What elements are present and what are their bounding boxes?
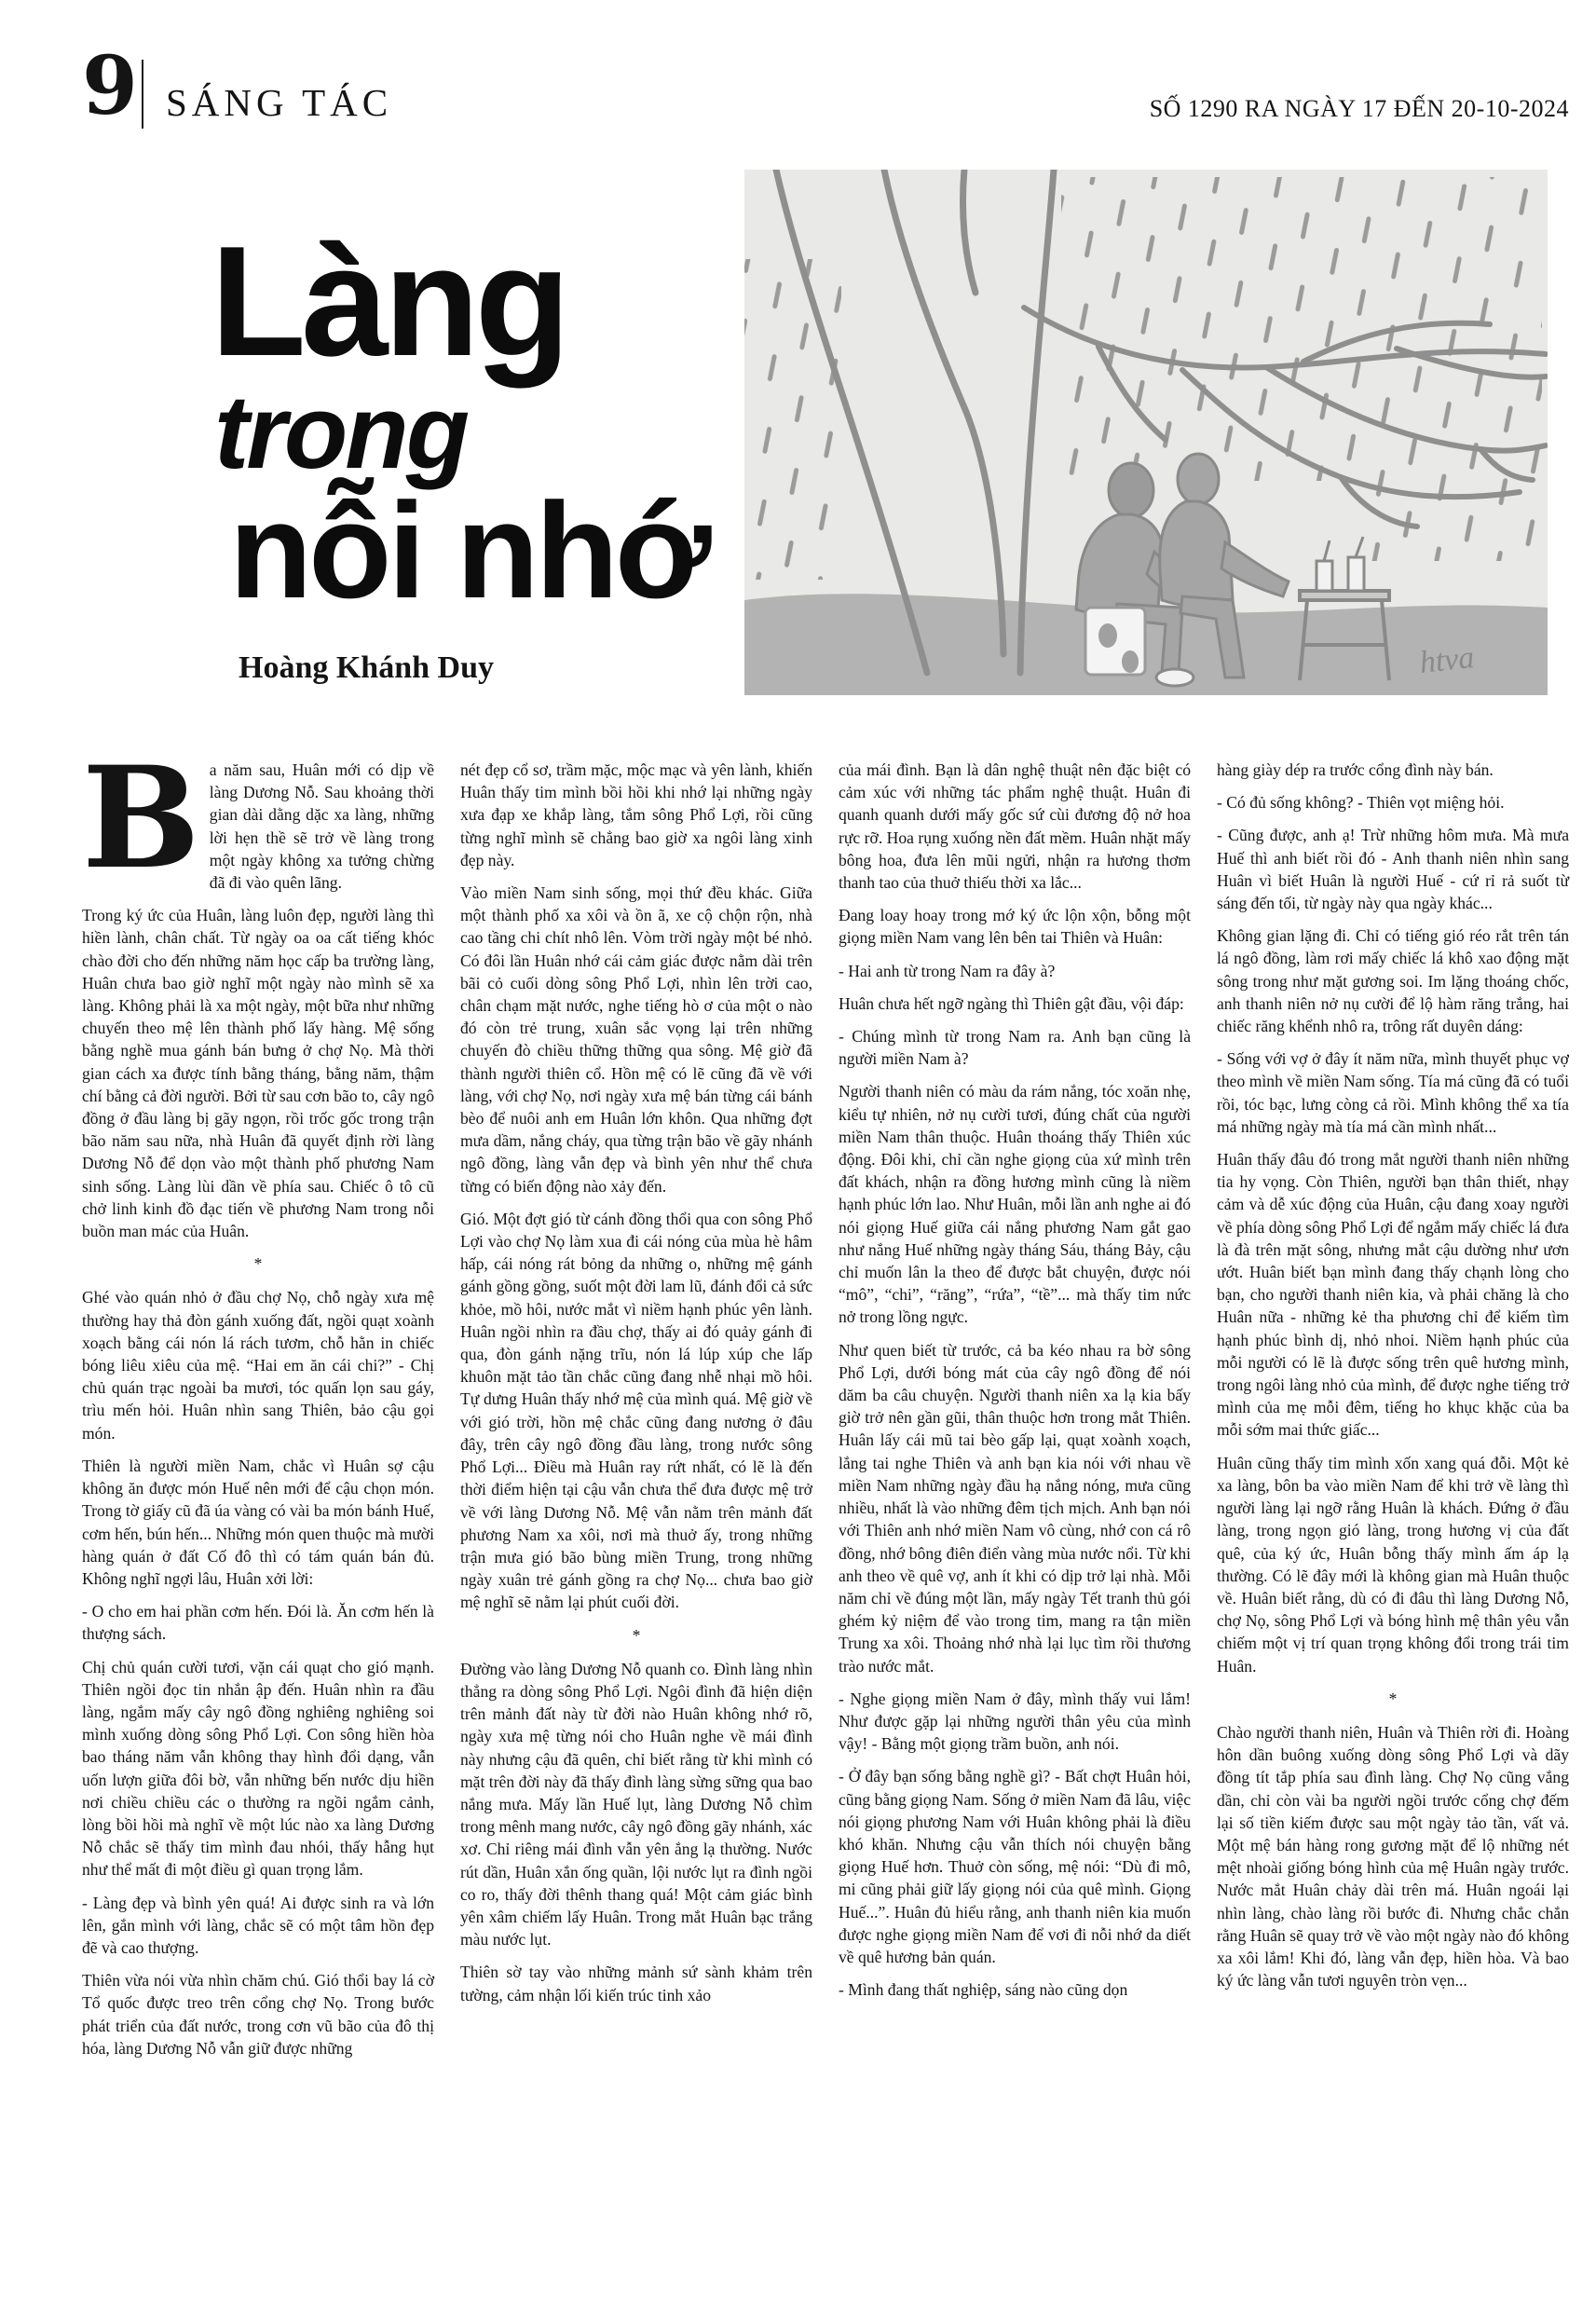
body-paragraph: - Hai anh từ trong Nam ra đây à? (839, 961, 1056, 980)
article-body (82, 736, 1569, 2296)
body-paragraph: Chị chủ quán cười tươi, vặn cái quạt cho gió mạnh. Thiên ngồi đọc tin nhắn ập đến. Huân nhìn ra đầu làng, ngắm mấy cây ngô đồng nghiêng nghiêng soi mình xuống dòng sông Phổ Lợi. Con sông hiền hòa bao tháng năm vẫn không thay hình đổi dạng, vẫn uốn lượn giữa đôi bờ, vẫn những bến nước dịu hiền nơi chiều chiều các o thường ra ngồi ngắm cảnh, lòng bồi hồi mà nghĩ về một lúc nào xa làng Dương Nỗ chắc sẽ thấy tim mình đau nhói, thấy hẫng hụt như thể mất đi một điều gì quan trọng lắm. (82, 1657, 434, 1880)
body-paragraph: Ba năm sau, Huân mới có dịp về làng Dương Nỗ. Sau khoảng thời gian dài dằng dặc xa làng, những lời hẹn thề sẽ trở về làng trong một ngày không xa tưởng chừng đã đi vào quên lãng. (82, 736, 434, 900)
body-paragraph: - O cho em hai phần cơm hến. Đói là. Ăn cơm hến là thượng sách. (82, 1602, 434, 1644)
body-paragraph: - Cũng được, anh ạ! Trừ những hôm mưa. Mà mưa Huế thì anh biết rồi đó - Anh thanh niên nhìn sang Huân vì biết Huân là người Huế - cứ rỉ rả suốt từ sáng đến tối, từ ngày này qua ngày khác... (1217, 826, 1569, 913)
body-paragraph: - Chúng mình từ trong Nam ra. Anh bạn cũng là người miền Nam à? (839, 1027, 1191, 1069)
stool (1085, 608, 1145, 675)
section-separator: * (253, 1254, 263, 1274)
title-line-3: nỗi nhớ (229, 473, 708, 626)
body-paragraph: - Có đủ sống không? - Thiên vọt miệng hỏi. (1217, 793, 1505, 813)
body-paragraph: Huân thấy đâu đó trong mắt người thanh niên những tia hy vọng. Còn Thiên, người bạn thân thiết, nhạy cảm và dễ xúc động của Huân, cậu đang xoay người về phía dòng sông Phổ Lợi để ngắm mấy chiếc lá đưa là đà trên mặt sông, nhưng mắt cậu dường như ươn ướt. Huân biết bạn mình đang thấy chạnh lòng cho bạn, cho người thanh niên kia, và phải chăng là cho Huân nữa - những kẻ tha phương chỉ để kiếm tìm hạnh phúc bình dị, nhỏ nhoi. Niềm hạnh phúc của mỗi người có lẽ là được sống trên quê hương mình, trong ngôi làng nhỏ của mình, để được nghe tiếng trở mình của mẹ mỗi đêm, tiếng ho khục khặc của ba mỗi sớm mai thức giấc... (1217, 1150, 1569, 1440)
body-paragraph: Người thanh niên có màu da rám nắng, tóc xoăn nhẹ, kiểu tự nhiên, nở nụ cười tươi, đúng chất của người miền Nam thân thuộc. Huân thoáng thấy Thiên xúc động. Đôi khi, chỉ cần nghe giọng của xứ mình trên đất khách, nhận ra đồng hương mình cũng là niềm hạnh phúc lớn lao. Như Huân, mỗi lần anh nghe ai đó nói giọng Huế giữa cái nắng phương Nam gắt gao như nắng Huế những ngày tháng Sáu, tháng Bảy, cậu chỉ muốn lân la theo để được bắt chuyện, được nói “mô”, “chi”, “răng”, “rứa”, “tề”... mà thấy tim nức nở trong lồng ngực. (839, 1082, 1191, 1327)
text-column (839, 759, 1191, 2296)
body-paragraph: Thiên sờ tay vào những mảnh sứ sành khảm trên tường, cảm nhận lối kiến trúc tinh xảo (460, 1963, 812, 2004)
page-header (82, 39, 1569, 138)
author-byline: Hoàng Khánh Duy (239, 650, 494, 686)
body-paragraph: Vào miền Nam sinh sống, mọi thứ đều khác. Giữa một thành phố xa xôi và ồn ã, xe cộ chộn rộn, nhà cao tầng chi chít nhô lên. Vòm trời ngày một bé nhỏ. Có đôi lần Huân nhớ cái cảm giác được nằm dài trên bãi cỏ cuối dòng sông Phổ Lợi, nhìn lên trời cao, chân chạm mặt nước, nghe tiếng hò ơ của một o nào đó còn trẻ trung, xuân sắc vọng lại trên những chuyến đò chiều thững thững qua sông. Mệ giờ đã thành người thiên cổ. Hồn mệ có lẽ cũng đã về với làng, với chợ Nọ, nơi ngày xưa mệ bán từng cái bánh bèo để nuôi anh em Huân lớn khôn. Qua những đợt mưa dầm, nắng cháy, qua từng trận bão về gãy nhánh ngô đồng, làng vẫn đẹp và bình yên như thể chưa từng có biến động nào xảy đến. (460, 883, 812, 1196)
title-line-2: trong (214, 373, 468, 490)
body-paragraph: Đang loay hoay trong mớ ký ức lộn xộn, bỗng một giọng miền Nam vang lên bên tai Thiên và Huân: (839, 906, 1191, 948)
text-column (82, 736, 434, 2296)
illustration (744, 170, 1548, 695)
article-title (211, 213, 779, 686)
body-paragraph: - Làng đẹp và bình yên quá! Ai được sinh ra và lớn lên, gắn mình với làng, chắc sẽ có một tâm hồn đẹp đẽ và cao thượng. (82, 1893, 434, 1957)
drink-cup (1348, 557, 1364, 591)
page-number: 9 (82, 39, 134, 133)
drop-cap: B (82, 736, 200, 900)
body-paragraph: - Sống với vợ ở đây ít năm nữa, mình thuyết phục vợ theo mình về miền Nam sống. Tía má cũng đã có tuổi rồi, tóc bạc, lưng còng cả rồi. Mình không thể xa tía má những ngày mà tía má cần mình nhất... (1217, 1049, 1569, 1136)
body-paragraph: của mái đình. Bạn là dân nghệ thuật nên đặc biệt có cảm xúc với những tác phẩm nghệ thuật. Huân đi quanh quanh dưới mấy gốc sứ cùi đương độ nở hoa rực rỡ. Hoa rụng xuống nền đất mềm. Huân nhặt mấy bông hoa, đưa lên mũi ngửi, nhận ra hương thơm thanh tao của thuở thiếu thời xa lắc... (839, 760, 1191, 893)
body-paragraph: Huân cũng thấy tim mình xốn xang quá đỗi. Một kẻ xa làng, bôn ba vào miền Nam để khi trở về làng thì người làng lại ngỡ rằng Huân là khách. Đứng ở đầu làng, trong ngọn gió làng, trong hương vị của đất quê, của ký ức, Huân bỗng thấy mình ấm áp lạ thường. Có lẽ đây mới là không gian mà Huân thuộc về. Huân biết rằng, dù có đi đâu thì làng Dương Nỗ, chợ Nọ, sông Phổ Lợi và bóng hình mệ thân yêu vẫn chiếm một vị trí quan trọng không đổi trong trái tim Huân. (1217, 1453, 1569, 1676)
body-paragraph: Huân chưa hết ngỡ ngàng thì Thiên gật đầu, vội đáp: (839, 993, 1184, 1013)
body-paragraph: Chào người thanh niên, Huân và Thiên rời đi. Hoàng hôn dần buông xuống dòng sông Phổ Lợi và dãy đồng tít tắp phía sau đình làng. Chợ Nọ cũng vắng dần, chỉ còn vài ba người ngồi trước cổng chợ đếm lại số tiền kiếm được sau một ngày tảo tần, vất vả. Một mệ bán hàng rong gương mặt để lộ những nét mệt nhoài giống bóng hình của mệ Huân ngày trước. Nước mắt Huân chảy dài trên má. Huân ngoái lại nhìn làng, chào làng rồi bước đi. Nhưng chắc chắn rằng Huân sẽ quay trở về vào một ngày nào đó không xa xôi lắm! Khi đó, làng vẫn đẹp, hiền hòa. Và bao ký ức làng vẫn tươi nguyên tròn vẹn... (1217, 1722, 1569, 1991)
text-column (460, 759, 812, 2296)
drink-cup (1316, 561, 1332, 591)
body-paragraph: Thiên là người miền Nam, chắc vì Huân sợ cậu không ăn được món Huế nên mới để cậu chọn món. Trong tờ giấy cũ đã úa vàng có vài ba món bánh Huế, cơm hến, bún hến... Những món quen thuộc mà mười hàng quán ở đất Cố đô thì có tám quán bán đủ. Không nghĩ ngợi lâu, Huân xởi lời: (82, 1456, 434, 1588)
body-paragraph: - Nghe giọng miền Nam ở đây, mình thấy vui lắm! Như được gặp lại những người thân yêu của mình vậy! - Bằng một giọng trầm buồn, anh nói. (839, 1689, 1191, 1754)
body-paragraph: Như quen biết từ trước, cả ba kéo nhau ra bờ sông Phổ Lợi, dưới bóng mát của cây ngô đồng để nói dăm ba câu chuyện. Người thanh niên xa lạ kia bấy giờ trở nên gần gũi, thân thuộc hơn trong mắt Thiên. Huân lấy cái mũ tai bèo gấp lại, quạt xoành xoạch, lắng tai nghe Thiên và anh bạn kia nói với nhau về miền Nam những ngày đầu hạ nắng nóng, mưa cũng nhiều, nhất là vào những đêm tịch mịch. Anh bạn nói với Thiên anh nhớ miền Nam vô cùng, nhớ con cá rô đồng, nhớ bông điên điển vàng mùa nước nổi. Từ khi anh theo về quê vợ, anh ít khi có dịp trở lại nhà. Mỗi năm chỉ về đúng một lần, mấy ngày Tết tranh thủ gói ghém kỷ niệm để vào trong tim, mang ra tận miền Trung xa xôi. Thoảng nhớ nhà lại lục tìm rồi thương trào nước mắt. (839, 1340, 1191, 1676)
body-paragraph: - Mình đang thất nghiệp, sáng nào cũng dọn (839, 1980, 1128, 2000)
header-divider (142, 60, 143, 129)
body-paragraph: Không gian lặng đi. Chỉ có tiếng gió réo rắt trên tán lá ngô đồng, làm rơi mấy chiếc lá khô xao động mặt sông trong như mặt gương soi. Im lặng thoáng chốc, anh thanh niên nở nụ cười để lộ hàm răng trắng, hai chiếc răng khểnh nhô ra, trông rất duyên dáng: (1217, 926, 1569, 1036)
body-paragraph: nét đẹp cổ sơ, trầm mặc, mộc mạc và yên lành, khiến Huân thấy tim mình bồi hồi khi nhớ lại những ngày xưa đạp xe khắp làng, tắm sông Phổ Lợi, rồi cũng từng nghĩ mình sẽ chẳng bao giờ xa ngôi làng xinh đẹp này. (460, 760, 812, 869)
issue-info: SỐ 1290 RA NGÀY 17 ĐẾN 20-10-2024 (1149, 95, 1569, 122)
body-paragraph: - Ở đây bạn sống bằng nghề gì? - Bất chợt Huân hỏi, cũng bằng giọng Nam. Sống ở miền Nam đã lâu, việc nói giọng phương Nam với Huân không phải là điều khó khăn. Nhưng cậu vẫn thích nói chuyện bằng giọng Huế hơn. Thuở còn sống, mệ nói: “Dù đi mô, mi cũng phải giữ lấy giọng nói của quê mình. Giọng Huế...”. Huân đủ hiểu rằng, anh thanh niên kia muốn được nghe giọng miền Nam để vơi đi nỗi nhớ da diết về quê hương bản quán. (839, 1767, 1191, 1966)
body-paragraph: Gió. Một đợt gió từ cánh đồng thổi qua con sông Phổ Lợi vào chợ Nọ làm xua đi cái nóng của mùa hè hâm hấp, cái nóng rát bỏng da những o, những mệ gánh gánh gồng gồng, suốt một đời lam lũ, đánh đổi cả sức khỏe, mồ hôi, nước mắt vì niềm hạnh phúc yên lành. Huân ngồi nhìn ra đầu chợ, thấy ai đó quảy gánh đi qua, đòn gánh nặng trĩu, nón lá lúp xúp che lấp khuôn mặt tảo tần chắc cũng đang nhễ nhại mồ hôi. Tự dưng Huân thấy nhớ mệ của mình quá. Mệ giờ về với gió trời, hồn mệ chắc cũng đang nương ở đâu đây, trên cây ngô đồng đầu làng, trong nước sông Phổ Lợi... Điều mà Huân ray rứt nhất, có lẽ là đến thời điểm hiện tại cậu vẫn chưa thể đưa được mệ trở về với làng Dương Nỗ. Mệ vẫn nằm trên mảnh đất phương Nam xa xôi, nơi mà thuở ấy, trong những trận mưa gió bão bùng miền Trung, trong những ngày xuân trẻ gánh gồng ra chợ Nọ... chưa bao giờ mệ nghĩ sẽ nằm lại phút cuối đời. (460, 1209, 812, 1612)
section-separator: * (632, 1625, 641, 1645)
section-separator: * (1388, 1689, 1398, 1708)
body-paragraph: hàng giày dép ra trước cổng đình này bán. (1217, 760, 1494, 779)
body-paragraph: Thiên vừa nói vừa nhìn chăm chú. Gió thổi bay lá cờ Tổ quốc được treo trên cổng chợ Nọ. Trong bước phát triển của đất nước, trong cơn vũ bão của đô thị hóa, làng Dương Nỗ vẫn giữ được những (82, 1971, 434, 2058)
body-paragraph: Ghé vào quán nhỏ ở đầu chợ Nọ, chỗ ngày xưa mệ thường hay thả đòn gánh xuống đất, ngồi quạt xoành xoạch bằng cái nón lá rách tươm, chỗ hằn in chiếc bóng liêu xiêu của mệ. “Hai em ăn cái chi?” - Chị chủ quán trạc ngoài ba mươi, tóc quấn lọn sau gáy, trìu mến hỏi. Huân nhìn sang Thiên, bảo cậu gọi món. (82, 1288, 434, 1443)
text-column (1217, 759, 1569, 2296)
body-paragraph: Đường vào làng Dương Nỗ quanh co. Đình làng nhìn thẳng ra dòng sông Phổ Lợi. Ngôi đình đã hiện diện trên mảnh đất này từ đời nào Huân không nhớ rõ, ngày xưa mệ từng nói cho Huân nghe về mái đình này nhưng cậu đã quên, chỉ biết rằng từ khi mình có mặt trên đời này đã thấy đình làng sừng sững qua bao nắng mưa. Mấy lần Huế lụt, làng Dương Nỗ chìm trong mênh mang nước, cây ngô đồng gãy nhánh, xác xơ. Chỉ riêng mái đình vẫn yên ắng lạ thường. Nước rút dần, Huân xắn ống quần, lội nước lụt ra đình ngồi co ro, thấy đời thênh thang quá! Một cảm giác bình yên xâm chiếm lấy Huân. Trong mắt Huân bạc trắng màu nước lụt. (460, 1659, 812, 1949)
title-line-1: Làng (211, 213, 566, 389)
body-paragraph: Trong ký ức của Huân, làng luôn đẹp, người làng thì hiền lành, chân chất. Từ ngày oa oa cất tiếng khóc chào đời cho đến những năm học cấp ba trường làng, Huân chưa bao giờ nghĩ một ngày nào mình sẽ xa làng. Không phải là xa một ngày, một bữa như những chuyến theo mệ lên thành phố lấy hàng. Mệ sống bằng nghề mua gánh bán bưng ở chợ Nọ. Mà thời gian cách xa được tính bằng tháng, bằng năm, thậm chí bằng cả đời người. Bởi từ sau cơn bão to, cây ngô đồng ở đầu làng bị gãy ngọn, rồi trốc gốc trong trận bão năm sau nữa, nhà Huân đã quyết định rời làng Dương Nỗ để dọn vào một thành phố phương Nam sinh sống. Làng lùi dần về phía sau. Chiếc ô tô cũ chở linh kinh đồ đạc tiến về phương Nam trong nỗi buồn man mác của Huân. (82, 906, 434, 1241)
artist-signature: htva (1417, 640, 1477, 680)
section-title: SÁNG TÁC (166, 81, 393, 124)
